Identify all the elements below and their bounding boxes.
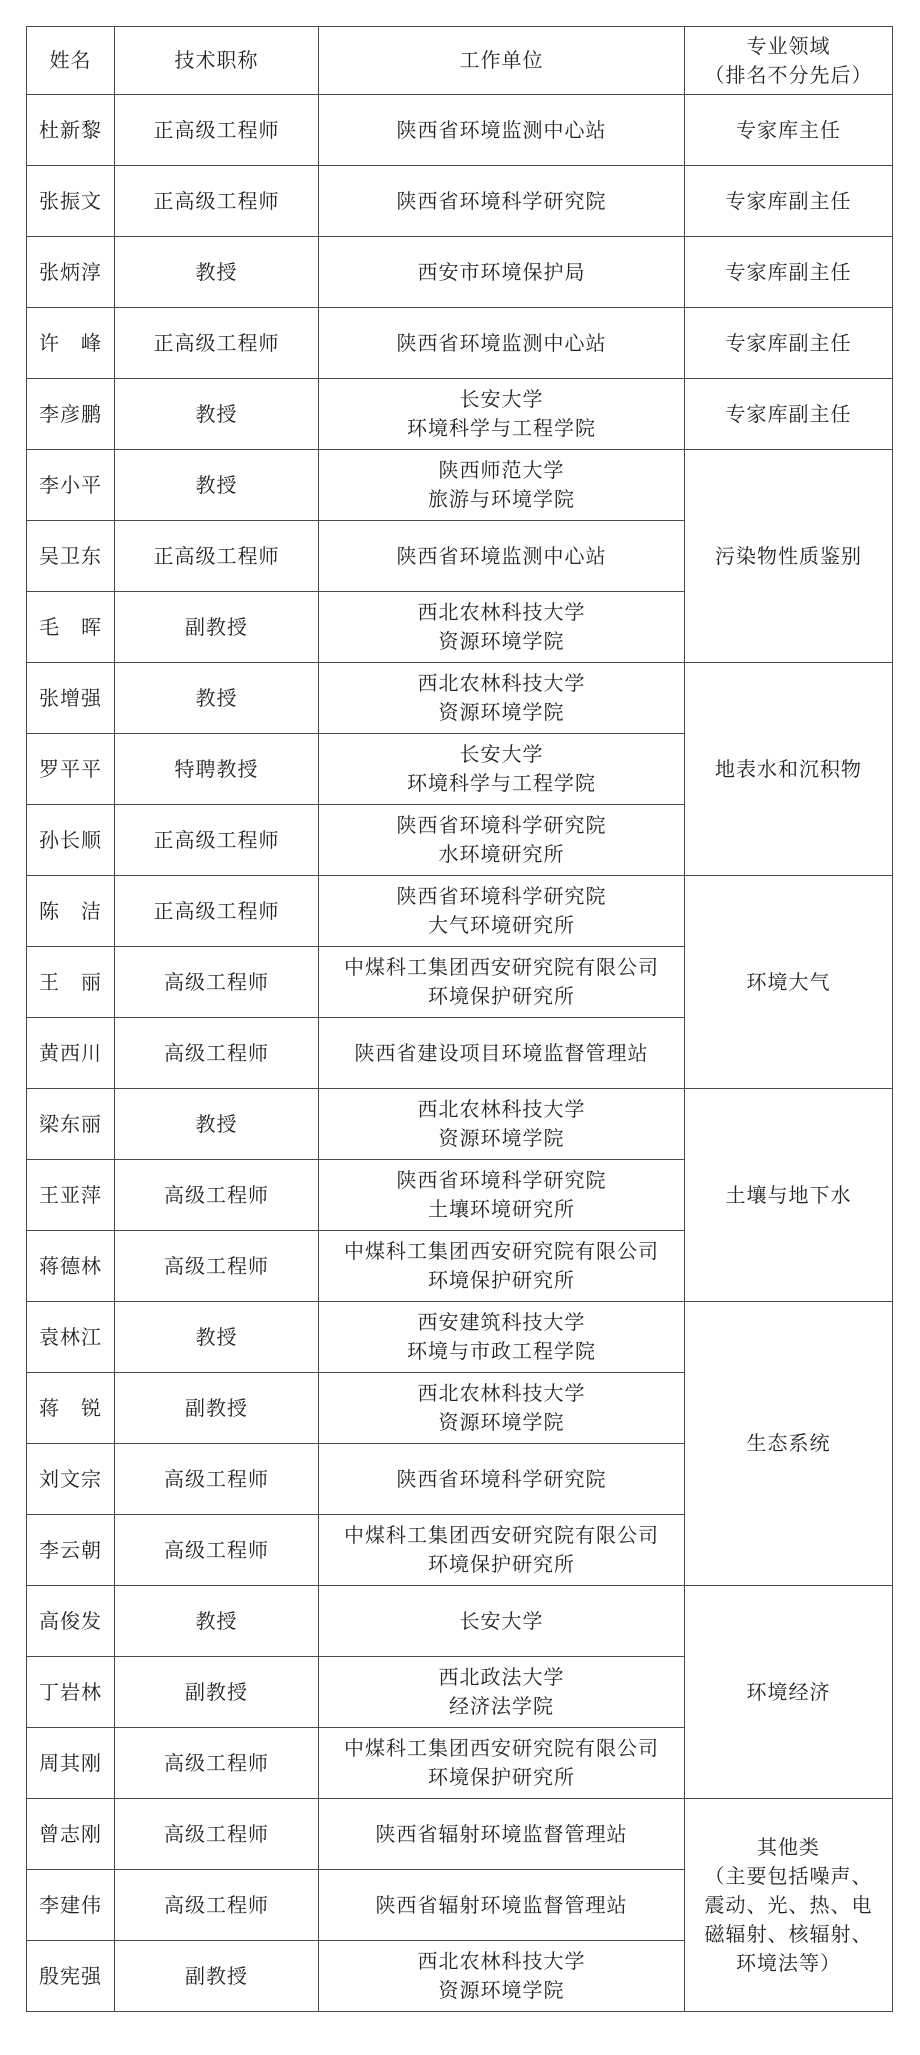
cell-title: 正高级工程师	[115, 166, 319, 237]
cell-title: 高级工程师	[115, 1231, 319, 1302]
table-row	[27, 237, 893, 308]
table-body	[27, 95, 893, 2012]
cell-unit: 陕西省环境科学研究院 土壤环境研究所	[319, 1160, 685, 1231]
cell-title: 教授	[115, 663, 319, 734]
cell-unit: 陕西省建设项目环境监督管理站	[319, 1018, 685, 1089]
cell-unit: 长安大学 环境科学与工程学院	[319, 379, 685, 450]
header-unit: 工作单位	[319, 27, 685, 95]
cell-name: 罗平平	[27, 734, 115, 805]
cell-title: 正高级工程师	[115, 805, 319, 876]
cell-field: 环境经济	[685, 1586, 893, 1799]
cell-name: 刘文宗	[27, 1444, 115, 1515]
cell-unit: 西安市环境保护局	[319, 237, 685, 308]
cell-name: 李小平	[27, 450, 115, 521]
cell-name: 丁岩林	[27, 1657, 115, 1728]
cell-unit: 陕西省环境监测中心站	[319, 308, 685, 379]
cell-title: 教授	[115, 1302, 319, 1373]
cell-title: 副教授	[115, 1941, 319, 2012]
cell-title: 教授	[115, 237, 319, 308]
cell-name: 张振文	[27, 166, 115, 237]
cell-unit: 西安建筑科技大学 环境与市政工程学院	[319, 1302, 685, 1373]
cell-unit: 中煤科工集团西安研究院有限公司 环境保护研究所	[319, 1515, 685, 1586]
cell-title: 高级工程师	[115, 1444, 319, 1515]
cell-unit: 西北农林科技大学 资源环境学院	[319, 1373, 685, 1444]
table-row	[27, 308, 893, 379]
cell-field: 专家库副主任	[685, 237, 893, 308]
cell-name: 蒋 锐	[27, 1373, 115, 1444]
expert-table	[26, 26, 893, 2012]
cell-name: 王亚萍	[27, 1160, 115, 1231]
cell-unit: 西北政法大学 经济法学院	[319, 1657, 685, 1728]
cell-title: 副教授	[115, 592, 319, 663]
cell-field: 专家库副主任	[685, 308, 893, 379]
table-row	[27, 1586, 893, 1657]
cell-name: 曾志刚	[27, 1799, 115, 1870]
cell-field: 专家库副主任	[685, 379, 893, 450]
cell-unit: 陕西省环境监测中心站	[319, 95, 685, 166]
cell-title: 高级工程师	[115, 947, 319, 1018]
cell-name: 陈 洁	[27, 876, 115, 947]
header-name: 姓名	[27, 27, 115, 95]
table-row	[27, 663, 893, 734]
cell-unit: 陕西省环境科学研究院	[319, 166, 685, 237]
cell-unit: 西北农林科技大学 资源环境学院	[319, 1941, 685, 2012]
cell-unit: 中煤科工集团西安研究院有限公司 环境保护研究所	[319, 947, 685, 1018]
cell-title: 正高级工程师	[115, 308, 319, 379]
cell-field: 污染物性质鉴别	[685, 450, 893, 663]
cell-unit: 中煤科工集团西安研究院有限公司 环境保护研究所	[319, 1728, 685, 1799]
cell-field: 土壤与地下水	[685, 1089, 893, 1302]
cell-title: 高级工程师	[115, 1018, 319, 1089]
cell-title: 副教授	[115, 1373, 319, 1444]
header-field: 专业领域 （排名不分先后）	[685, 27, 893, 95]
cell-unit: 西北农林科技大学 资源环境学院	[319, 663, 685, 734]
cell-name: 李建伟	[27, 1870, 115, 1941]
cell-unit: 长安大学	[319, 1586, 685, 1657]
header-title: 技术职称	[115, 27, 319, 95]
cell-unit: 陕西省环境科学研究院 大气环境研究所	[319, 876, 685, 947]
table-row	[27, 876, 893, 947]
cell-unit: 陕西省环境科学研究院 水环境研究所	[319, 805, 685, 876]
cell-field: 地表水和沉积物	[685, 663, 893, 876]
cell-field: 其他类 （主要包括噪声、 震动、光、热、电 磁辐射、核辐射、 环境法等）	[685, 1799, 893, 2012]
table-row	[27, 450, 893, 521]
cell-unit: 中煤科工集团西安研究院有限公司 环境保护研究所	[319, 1231, 685, 1302]
cell-name: 吴卫东	[27, 521, 115, 592]
cell-name: 周其刚	[27, 1728, 115, 1799]
cell-field: 环境大气	[685, 876, 893, 1089]
cell-name: 王 丽	[27, 947, 115, 1018]
header-row	[27, 27, 893, 95]
table-row	[27, 379, 893, 450]
cell-title: 特聘教授	[115, 734, 319, 805]
cell-name: 蒋德林	[27, 1231, 115, 1302]
cell-field: 专家库主任	[685, 95, 893, 166]
cell-field: 生态系统	[685, 1302, 893, 1586]
cell-name: 梁东丽	[27, 1089, 115, 1160]
cell-name: 李彦鹏	[27, 379, 115, 450]
table-row	[27, 1799, 893, 1870]
cell-name: 殷宪强	[27, 1941, 115, 2012]
cell-field: 专家库副主任	[685, 166, 893, 237]
table-header	[27, 27, 893, 95]
cell-name: 杜新黎	[27, 95, 115, 166]
cell-name: 张炳淳	[27, 237, 115, 308]
table-row	[27, 1089, 893, 1160]
cell-name: 黄西川	[27, 1018, 115, 1089]
cell-title: 正高级工程师	[115, 521, 319, 592]
cell-unit: 陕西省环境科学研究院	[319, 1444, 685, 1515]
cell-unit: 西北农林科技大学 资源环境学院	[319, 592, 685, 663]
cell-title: 高级工程师	[115, 1160, 319, 1231]
cell-name: 许 峰	[27, 308, 115, 379]
cell-title: 教授	[115, 1089, 319, 1160]
cell-title: 正高级工程师	[115, 876, 319, 947]
cell-name: 张增强	[27, 663, 115, 734]
cell-title: 教授	[115, 450, 319, 521]
cell-unit: 西北农林科技大学 资源环境学院	[319, 1089, 685, 1160]
cell-title: 教授	[115, 1586, 319, 1657]
cell-unit: 陕西省环境监测中心站	[319, 521, 685, 592]
cell-unit: 陕西省辐射环境监督管理站	[319, 1799, 685, 1870]
cell-name: 毛 晖	[27, 592, 115, 663]
cell-title: 高级工程师	[115, 1728, 319, 1799]
cell-unit: 陕西省辐射环境监督管理站	[319, 1870, 685, 1941]
cell-title: 高级工程师	[115, 1799, 319, 1870]
cell-title: 教授	[115, 379, 319, 450]
cell-name: 孙长顺	[27, 805, 115, 876]
table-row	[27, 166, 893, 237]
cell-name: 高俊发	[27, 1586, 115, 1657]
cell-name: 李云朝	[27, 1515, 115, 1586]
cell-name: 袁林江	[27, 1302, 115, 1373]
cell-unit: 长安大学 环境科学与工程学院	[319, 734, 685, 805]
cell-title: 副教授	[115, 1657, 319, 1728]
cell-title: 高级工程师	[115, 1515, 319, 1586]
table-row	[27, 95, 893, 166]
cell-title: 高级工程师	[115, 1870, 319, 1941]
cell-title: 正高级工程师	[115, 95, 319, 166]
cell-unit: 陕西师范大学 旅游与环境学院	[319, 450, 685, 521]
table-row	[27, 1302, 893, 1373]
